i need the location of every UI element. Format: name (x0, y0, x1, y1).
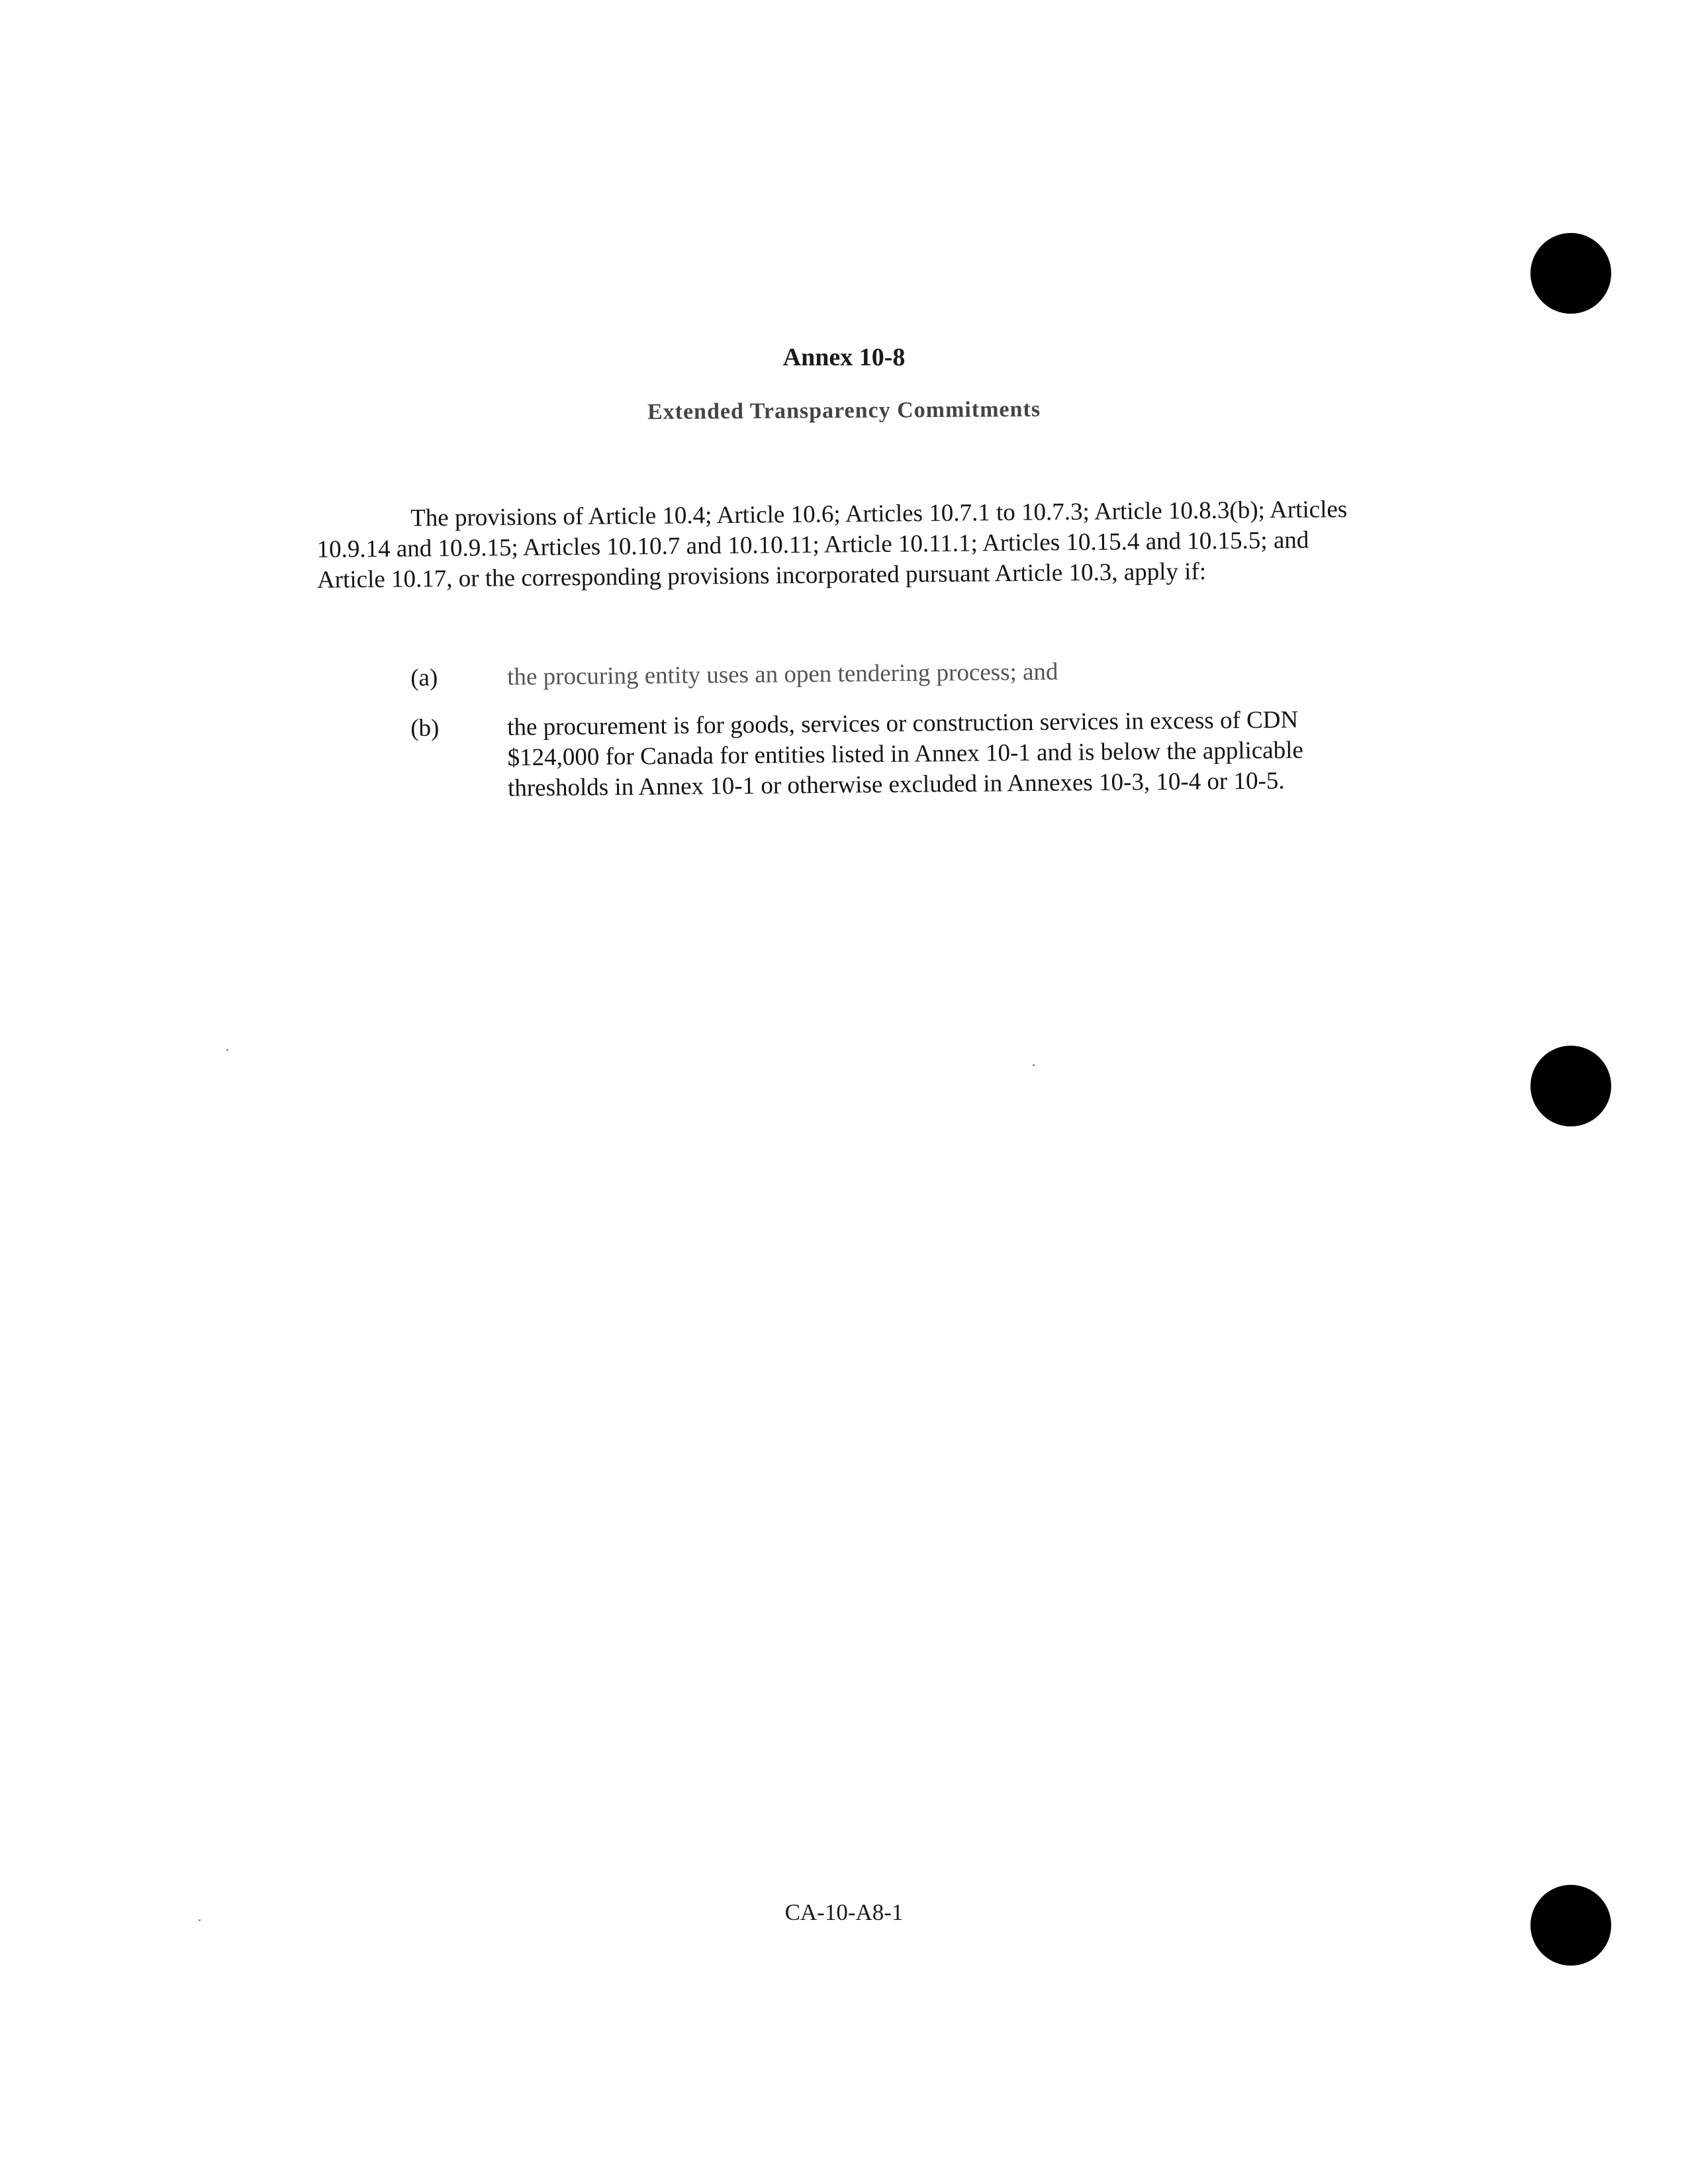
punch-hole-top (1530, 233, 1611, 314)
list-item-text: the procurement is for goods, services or construction services in excess of CDN $124,000 for Canada for entities listed in Annex 10-1 and is below the applicable thresholds in Annex 10-1 or otherwise excluded in Annexes 10-3, 10-4 or 10-5. (507, 706, 1304, 802)
scan-speck (199, 1919, 201, 1921)
intro-paragraph: The provisions of Article 10.4; Article 10.6; Articles 10.7.1 to 10.7.3; Article 10.8.3(b); Articles 10.9.14 and 10.9.15; Articles 10.10.7 and 10.10.11; Article 10.11.1; Articles 10.15.4 and 10.15.5; and Article 10.17, or the corresponding provisions incorporated pursuant Article 10.3, apply if: (316, 496, 1348, 594)
scan-speck (1033, 1064, 1035, 1066)
page-footer-code: CA-10-A8-1 (784, 1899, 904, 1925)
punch-hole-middle (1530, 1046, 1611, 1126)
scan-speck (226, 1049, 228, 1051)
list-item-text: the procuring entity uses an open tendering process; and (507, 658, 1058, 691)
list-item-label: (a) (410, 664, 438, 692)
annex-subtitle: Extended Transparency Commitments (647, 396, 1041, 425)
list-item-label: (b) (410, 714, 440, 742)
annex-title: Annex 10-8 (782, 343, 906, 371)
